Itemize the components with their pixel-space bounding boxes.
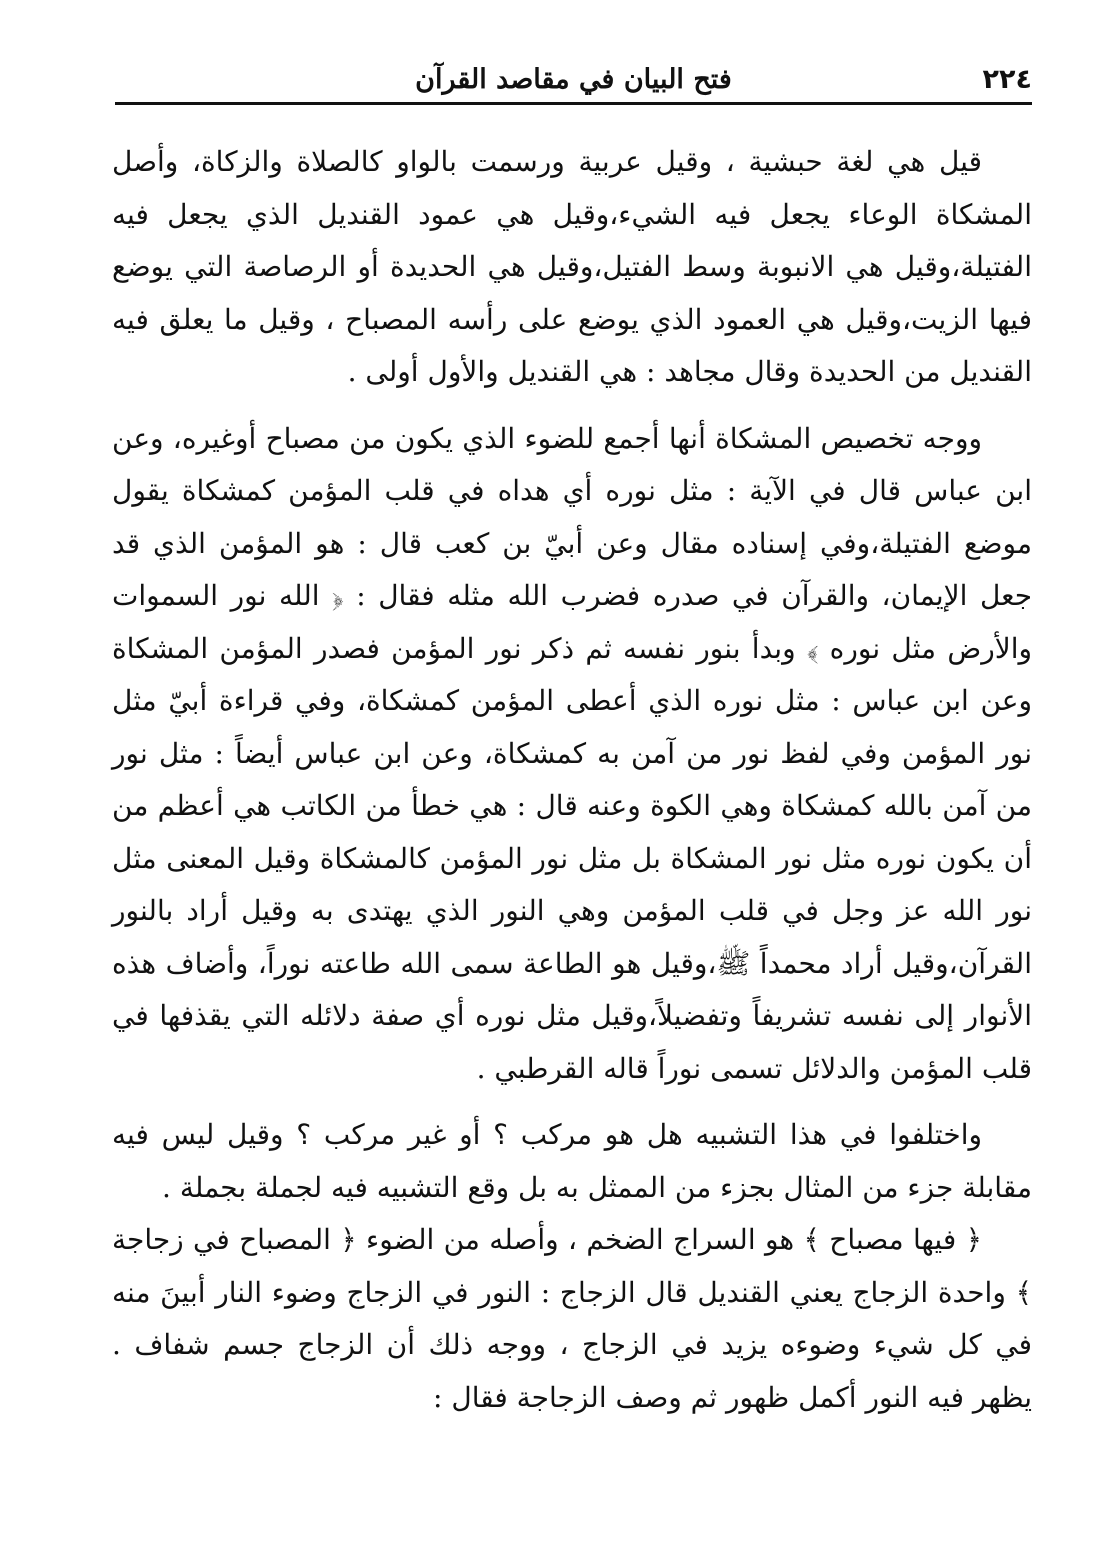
running-title: فتح البيان في مقاصد القرآن <box>415 64 732 95</box>
paragraph-2: ووجه تخصيص المشكاة أنها أجمع للضوء الذي يكون من مصباح أوغيره، وعن ابن عباس قال في الآية : مثل نوره أي هداه في قلب المؤمن كمشكاة يقول موضع الفتيلة،وفي إسناده مقال وعن أبيّ بن كعب قال : هو المؤمن الذي قد جعل الإيمان، والقرآن في صدره فضرب الله مثله فقال : ﴿ الله نور السموات والأرض مثل نوره ﴾ وبدأ بنور نفسه ثم ذكر نور المؤمن فصدر المؤمن المشكاة وعن ابن عباس : مثل نوره الذي أعطى المؤمن كمشكاة، وفي قراءة أبيّ مثل نور المؤمن وفي لفظ نور من آمن به كمشكاة، وعن ابن عباس أيضاً : مثل نور من آمن بالله كمشكاة وهي الكوة وعنه قال : هي خطأ من الكاتب هي أعظم من أن يكون نوره مثل نور المشكاة بل مثل نور المؤمن كالمشكاة وقيل المعنى مثل نور الله عز وجل في قلب المؤمن وهي النور الذي يهتدى به وقيل أراد بالنور القرآن،وقيل أراد محمداً ﷺ،وقيل هو الطاعة سمى الله طاعته نوراً، وأضاف هذه الأنوار إلى نفسه تشريفاً وتفضيلاً،وقيل مثل نوره أي صفة دلائله التي يقذفها في قلب المؤمن والدلائل تسمى نوراً قاله القرطبي . <box>112 421 1033 1085</box>
paragraph-3: واختلفوا في هذا التشبيه هل هو مركب ؟ أو غير مركب ؟ وقيل ليس فيه مقابلة جزء من المثال بجزء من الممثل به بل وقع التشبيه فيه لجملة بجملة . <box>112 1118 1032 1204</box>
body-text <box>112 136 1032 1424</box>
paragraph-1: قيل هي لغة حبشية ، وقيل عربية ورسمت بالواو كالصلاة والزكاة، وأصل المشكاة الوعاء يجعل فيه الشيء،وقيل هي عمود القنديل الذي يجعل فيه الفتيلة،وقيل هي الانبوبة وسط الفتيل،وقيل هي الحديدة أو الرصاصة التي يوضع فيها الزيت،وقيل هي العمود الذي يوضع على رأسه المصباح ، وقيل ما يعلق فيه القنديل من الحديدة وقال مجاهد : هي القنديل والأول أولى . <box>112 145 1032 388</box>
page-header <box>115 58 1032 105</box>
page-number: ٢٢٤ <box>982 64 1032 95</box>
paragraph-4: ﴿ فيها مصباح ﴾ هو السراج الضخم ، وأصله من الضوء ﴿ المصباح في زجاجة ﴾ واحدة الزجاج يعني القنديل قال الزجاج : النور في الزجاج وضوء النار أبينَ منه في كل شيء وضوءه يزيد في الزجاج ، ووجه ذلك أن الزجاج جسم شفاف . يظهر فيه النور أكمل ظهور ثم وصف الزجاجة فقال : <box>112 1223 1032 1414</box>
